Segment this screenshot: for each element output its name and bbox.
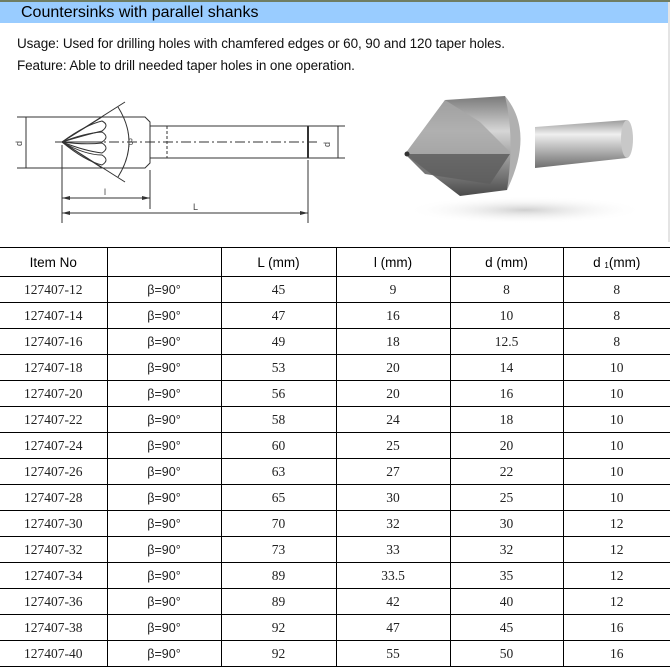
cell-angle: β=90°	[107, 615, 221, 641]
cell-d1: 10	[563, 407, 670, 433]
cell-d: 10	[450, 303, 563, 329]
table-row	[0, 615, 670, 641]
cell-item: 127407-22	[0, 407, 107, 433]
cell-d: 20	[450, 433, 563, 459]
cell-l: 18	[336, 329, 450, 355]
cell-L: 89	[221, 563, 336, 589]
cell-d: 25	[450, 485, 563, 511]
cell-d1: 12	[563, 563, 670, 589]
cell-angle: β=90°	[107, 433, 221, 459]
table-row	[0, 303, 670, 329]
cell-L: 49	[221, 329, 336, 355]
header-angle	[107, 248, 221, 277]
table-row	[0, 277, 670, 303]
cell-d1: 8	[563, 277, 670, 303]
cell-d: 32	[450, 537, 563, 563]
cell-angle: β=90°	[107, 355, 221, 381]
cell-d: 8	[450, 277, 563, 303]
table-row	[0, 641, 670, 667]
label-beta: β	[128, 137, 134, 147]
cell-d1: 8	[563, 303, 670, 329]
cell-L: 58	[221, 407, 336, 433]
cell-L: 73	[221, 537, 336, 563]
cell-angle: β=90°	[107, 537, 221, 563]
cell-item: 127407-26	[0, 459, 107, 485]
cell-angle: β=90°	[107, 485, 221, 511]
cell-angle: β=90°	[107, 277, 221, 303]
header-d1	[563, 248, 670, 277]
header-d1-sub: 1	[604, 260, 609, 270]
cell-item: 127407-18	[0, 355, 107, 381]
cell-l: 33	[336, 537, 450, 563]
usage-text: Usage: Used for drilling holes with chamfered edges or 60, 90 and 120 taper holes.	[17, 36, 505, 51]
cell-L: 92	[221, 641, 336, 667]
feature-text: Feature: Able to drill needed taper holes in one operation.	[17, 58, 355, 73]
cell-l: 42	[336, 589, 450, 615]
cell-l: 20	[336, 381, 450, 407]
cell-angle: β=90°	[107, 511, 221, 537]
header-item-no: Item No	[0, 248, 107, 277]
cell-angle: β=90°	[107, 459, 221, 485]
cell-angle: β=90°	[107, 563, 221, 589]
cell-d: 22	[450, 459, 563, 485]
cell-angle: β=90°	[107, 381, 221, 407]
cell-l: 25	[336, 433, 450, 459]
cell-l: 9	[336, 277, 450, 303]
label-d: d	[14, 140, 24, 146]
table-row	[0, 459, 670, 485]
cell-angle: β=90°	[107, 641, 221, 667]
cell-d: 40	[450, 589, 563, 615]
cell-item: 127407-36	[0, 589, 107, 615]
table-row	[0, 563, 670, 589]
cell-item: 127407-16	[0, 329, 107, 355]
cell-d1: 16	[563, 615, 670, 641]
cell-l: 47	[336, 615, 450, 641]
cell-item: 127407-40	[0, 641, 107, 667]
cell-item: 127407-20	[0, 381, 107, 407]
cell-item: 127407-24	[0, 433, 107, 459]
table-row	[0, 485, 670, 511]
cell-l: 32	[336, 511, 450, 537]
cell-d: 16	[450, 381, 563, 407]
cell-d1: 16	[563, 641, 670, 667]
table-row	[0, 537, 670, 563]
cell-d1: 12	[563, 589, 670, 615]
cell-d: 50	[450, 641, 563, 667]
cell-item: 127407-38	[0, 615, 107, 641]
header-d: d (mm)	[450, 248, 563, 277]
cell-d1: 10	[563, 485, 670, 511]
cell-item: 127407-34	[0, 563, 107, 589]
cell-d: 18	[450, 407, 563, 433]
cell-l: 30	[336, 485, 450, 511]
cell-L: 53	[221, 355, 336, 381]
cell-L: 65	[221, 485, 336, 511]
cell-angle: β=90°	[107, 329, 221, 355]
cell-L: 92	[221, 615, 336, 641]
cell-L: 60	[221, 433, 336, 459]
cell-d1: 10	[563, 433, 670, 459]
cell-item: 127407-32	[0, 537, 107, 563]
technical-drawing	[10, 85, 350, 235]
cell-L: 70	[221, 511, 336, 537]
table-row	[0, 589, 670, 615]
header-l: l (mm)	[336, 248, 450, 277]
table-row	[0, 511, 670, 537]
cell-L: 63	[221, 459, 336, 485]
label-d1: d	[322, 141, 332, 147]
table-row	[0, 433, 670, 459]
cell-L: 56	[221, 381, 336, 407]
label-l: l	[104, 187, 106, 197]
cell-d1: 12	[563, 537, 670, 563]
table-row	[0, 355, 670, 381]
table-row	[0, 407, 670, 433]
cell-d1: 12	[563, 511, 670, 537]
cell-d1: 8	[563, 329, 670, 355]
cell-angle: β=90°	[107, 407, 221, 433]
page-title: Countersinks with parallel shanks	[21, 4, 259, 21]
cell-l: 16	[336, 303, 450, 329]
cell-d: 12.5	[450, 329, 563, 355]
header-d1-unit: (mm)	[608, 254, 641, 270]
cell-item: 127407-14	[0, 303, 107, 329]
cell-angle: β=90°	[107, 303, 221, 329]
spec-table	[0, 247, 670, 667]
cell-l: 55	[336, 641, 450, 667]
cell-d: 45	[450, 615, 563, 641]
cell-item: 127407-28	[0, 485, 107, 511]
cell-item: 127407-12	[0, 277, 107, 303]
cell-L: 89	[221, 589, 336, 615]
header-d1-main: d	[593, 254, 601, 270]
cell-l: 27	[336, 459, 450, 485]
cell-d: 14	[450, 355, 563, 381]
header-L: L (mm)	[221, 248, 336, 277]
cell-d1: 10	[563, 355, 670, 381]
section-title-bar	[0, 2, 668, 23]
label-L: L	[193, 202, 199, 212]
cell-d: 35	[450, 563, 563, 589]
cell-d: 30	[450, 511, 563, 537]
cell-d1: 10	[563, 381, 670, 407]
table-row	[0, 329, 670, 355]
cell-d1: 10	[563, 459, 670, 485]
cell-l: 33.5	[336, 563, 450, 589]
countersink-photo	[385, 92, 655, 232]
cell-L: 47	[221, 303, 336, 329]
table-row	[0, 381, 670, 407]
cell-L: 45	[221, 277, 336, 303]
cell-angle: β=90°	[107, 589, 221, 615]
cell-item: 127407-30	[0, 511, 107, 537]
cell-l: 24	[336, 407, 450, 433]
cell-l: 20	[336, 355, 450, 381]
table-header-row	[0, 248, 670, 277]
